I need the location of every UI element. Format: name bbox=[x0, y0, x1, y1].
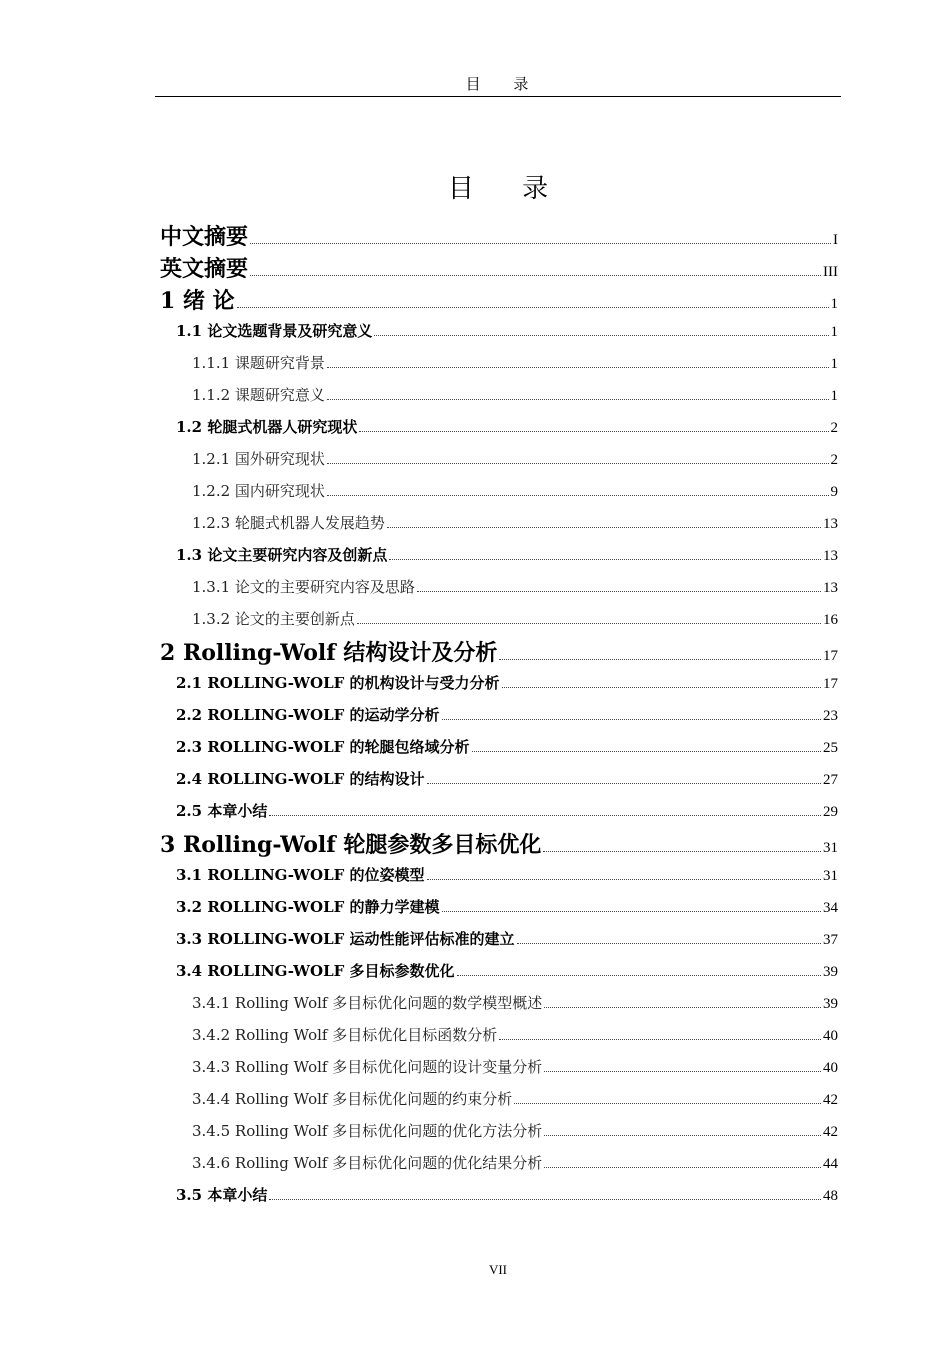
toc-entry-page: 1 bbox=[830, 324, 838, 340]
toc-entry-label: 3.5 本章小结 bbox=[176, 1186, 268, 1204]
toc-entry-label: 3.4.3 Rolling Wolf 多目标优化问题的设计变量分析 bbox=[192, 1058, 543, 1076]
toc-dot-leader bbox=[442, 911, 822, 912]
toc-dot-leader bbox=[514, 1103, 821, 1104]
toc-entry-page: 13 bbox=[823, 548, 838, 564]
toc-dot-leader bbox=[269, 1199, 821, 1200]
toc-entry[interactable] bbox=[176, 416, 838, 437]
toc-entry-label: 3.4.1 Rolling Wolf 多目标优化问题的数学模型概述 bbox=[192, 994, 543, 1012]
toc-entry-label: 3.2 ROLLING-WOLF 的静力学建模 bbox=[176, 898, 440, 916]
toc-dot-leader bbox=[250, 275, 821, 276]
toc-entry-page: 31 bbox=[823, 868, 838, 884]
toc-entry-label: 1.2.2 国内研究现状 bbox=[192, 482, 325, 500]
toc-entry-page: 16 bbox=[823, 612, 838, 628]
toc-entry-page: 17 bbox=[823, 648, 838, 664]
toc-entry[interactable] bbox=[192, 512, 838, 533]
toc-entry-label: 2.3 ROLLING-WOLF 的轮腿包络域分析 bbox=[176, 738, 470, 756]
toc-entry[interactable] bbox=[176, 704, 838, 725]
toc-entry[interactable] bbox=[192, 1152, 838, 1173]
toc-dot-leader bbox=[417, 591, 821, 592]
toc-entry-label: 2.4 ROLLING-WOLF 的结构设计 bbox=[176, 770, 425, 788]
toc-entry-label: 1.2.3 轮腿式机器人发展趋势 bbox=[192, 514, 385, 532]
toc-entry-label: 3.3 ROLLING-WOLF 运动性能评估标准的建立 bbox=[176, 930, 515, 948]
toc-entry-page: 13 bbox=[823, 580, 838, 596]
toc-entry-label: 3.4 ROLLING-WOLF 多目标参数优化 bbox=[176, 962, 455, 980]
toc-entry[interactable] bbox=[176, 544, 838, 565]
toc-entry-label: 1.2.1 国外研究现状 bbox=[192, 450, 325, 468]
toc-entry-label: 1.3.2 论文的主要创新点 bbox=[192, 610, 355, 628]
toc-entry[interactable] bbox=[160, 828, 838, 859]
toc-entry-label: 2 Rolling-Wolf 结构设计及分析 bbox=[160, 640, 498, 666]
toc-entry-page: 44 bbox=[823, 1156, 838, 1172]
toc-dot-leader bbox=[359, 431, 828, 432]
toc-entry-label: 2.5 本章小结 bbox=[176, 802, 268, 820]
toc-title: 目 录 bbox=[447, 174, 549, 204]
toc-entry-label: 1.1 论文选题背景及研究意义 bbox=[176, 322, 373, 340]
toc-entry-page: 37 bbox=[823, 932, 838, 948]
toc-entry-page: 42 bbox=[823, 1124, 838, 1140]
toc-dot-leader bbox=[544, 1007, 821, 1008]
toc-entry-page: 2 bbox=[830, 420, 838, 436]
toc-dot-leader bbox=[374, 335, 828, 336]
toc-dot-leader bbox=[543, 851, 821, 852]
toc-dot-leader bbox=[269, 815, 821, 816]
toc-entry[interactable] bbox=[176, 864, 838, 885]
toc-entry-page: 2 bbox=[830, 452, 838, 468]
toc-entry-page: 13 bbox=[823, 516, 838, 532]
toc-entry[interactable] bbox=[192, 1056, 838, 1077]
toc-entry-label: 3 Rolling-Wolf 轮腿参数多目标优化 bbox=[160, 832, 542, 858]
toc-dot-leader bbox=[442, 719, 822, 720]
toc-entry-label: 2.2 ROLLING-WOLF 的运动学分析 bbox=[176, 706, 440, 724]
toc-entry-label: 1.3.1 论文的主要研究内容及思路 bbox=[192, 578, 415, 596]
toc-dot-leader bbox=[502, 687, 822, 688]
toc-dot-leader bbox=[499, 1039, 821, 1040]
toc-dot-leader bbox=[472, 751, 822, 752]
toc-entry[interactable] bbox=[176, 896, 838, 917]
toc-entry-label: 3.4.2 Rolling Wolf 多目标优化目标函数分析 bbox=[192, 1026, 498, 1044]
toc-entry[interactable] bbox=[192, 384, 838, 405]
toc-entry[interactable] bbox=[176, 928, 838, 949]
toc-entry[interactable] bbox=[176, 320, 838, 341]
toc-dot-leader bbox=[499, 659, 821, 660]
toc-entry-label: 3.4.5 Rolling Wolf 多目标优化问题的优化方法分析 bbox=[192, 1122, 543, 1140]
toc-entry-label: 3.1 ROLLING-WOLF 的位姿模型 bbox=[176, 866, 425, 884]
toc-entry[interactable] bbox=[192, 480, 838, 501]
toc-entry-page: 25 bbox=[823, 740, 838, 756]
toc-entry-page: 39 bbox=[823, 964, 838, 980]
toc-dot-leader bbox=[544, 1071, 821, 1072]
toc-entry-page: 40 bbox=[823, 1028, 838, 1044]
toc-entry-label: 1.1.1 课题研究背景 bbox=[192, 354, 325, 372]
toc-entry-label: 1.2 轮腿式机器人研究现状 bbox=[176, 418, 358, 436]
toc-entry-label: 3.4.6 Rolling Wolf 多目标优化问题的优化结果分析 bbox=[192, 1154, 543, 1172]
page-number: VII bbox=[488, 1262, 508, 1277]
toc-entry-label: 1.1.2 课题研究意义 bbox=[192, 386, 325, 404]
toc-entry-page: 31 bbox=[823, 840, 838, 856]
header-rule bbox=[155, 96, 841, 97]
toc-dot-leader bbox=[517, 943, 822, 944]
toc-dot-leader bbox=[327, 463, 829, 464]
toc-entry[interactable] bbox=[176, 1184, 838, 1205]
toc-entry-page: 1 bbox=[830, 356, 838, 372]
toc-entry[interactable] bbox=[192, 1120, 838, 1141]
toc-dot-leader bbox=[357, 623, 821, 624]
toc-entry[interactable] bbox=[192, 576, 838, 597]
toc-dot-leader bbox=[427, 783, 822, 784]
toc-dot-leader bbox=[389, 559, 821, 560]
toc-entry-page: 48 bbox=[823, 1188, 838, 1204]
toc-entry[interactable] bbox=[176, 768, 838, 789]
toc-entry[interactable] bbox=[192, 992, 838, 1013]
toc-entry[interactable] bbox=[176, 960, 838, 981]
toc-dot-leader bbox=[327, 495, 829, 496]
toc-entry-page: 34 bbox=[823, 900, 838, 916]
toc-entry[interactable] bbox=[192, 352, 838, 373]
toc-dot-leader bbox=[237, 307, 829, 308]
toc-entry-label: 英文摘要 bbox=[160, 256, 249, 282]
toc-entry-page: 40 bbox=[823, 1060, 838, 1076]
toc-entry-page: 17 bbox=[823, 676, 838, 692]
toc-entry-page: 1 bbox=[830, 388, 838, 404]
toc-dot-leader bbox=[327, 399, 829, 400]
toc-entry[interactable] bbox=[176, 736, 838, 757]
toc-entry[interactable] bbox=[160, 636, 838, 667]
toc-entry-page: 1 bbox=[830, 296, 838, 312]
toc-dot-leader bbox=[250, 243, 831, 244]
toc-dot-leader bbox=[327, 367, 829, 368]
toc-entry[interactable] bbox=[160, 252, 838, 283]
toc-entry[interactable] bbox=[176, 800, 838, 821]
toc-entry-label: 3.4.4 Rolling Wolf 多目标优化问题的约束分析 bbox=[192, 1090, 513, 1108]
toc-entry[interactable] bbox=[192, 1024, 838, 1045]
toc-dot-leader bbox=[544, 1135, 821, 1136]
toc-entry-page: 42 bbox=[823, 1092, 838, 1108]
toc-entry-page: I bbox=[833, 232, 838, 248]
toc-dot-leader bbox=[427, 879, 822, 880]
toc-entry-label: 2.1 ROLLING-WOLF 的机构设计与受力分析 bbox=[176, 674, 500, 692]
toc-entry[interactable] bbox=[192, 608, 838, 629]
running-header: 目 录 bbox=[465, 75, 531, 93]
toc-entry-page: 9 bbox=[830, 484, 838, 500]
toc-entry[interactable] bbox=[192, 448, 838, 469]
toc-entry-label: 中文摘要 bbox=[160, 224, 249, 250]
toc-dot-leader bbox=[457, 975, 822, 976]
toc-dot-leader bbox=[387, 527, 821, 528]
toc-entry-label: 1 绪 论 bbox=[160, 288, 235, 314]
toc-entry-page: 29 bbox=[823, 804, 838, 820]
toc-entry[interactable] bbox=[160, 284, 838, 315]
toc-entry[interactable] bbox=[192, 1088, 838, 1109]
toc-entry[interactable] bbox=[160, 220, 838, 251]
toc-entry-page: 23 bbox=[823, 708, 838, 724]
toc-entry-page: III bbox=[823, 264, 838, 280]
toc-entry[interactable] bbox=[176, 672, 838, 693]
toc-entry-label: 1.3 论文主要研究内容及创新点 bbox=[176, 546, 388, 564]
toc-entry-page: 27 bbox=[823, 772, 838, 788]
toc-entry-page: 39 bbox=[823, 996, 838, 1012]
toc-dot-leader bbox=[544, 1167, 821, 1168]
